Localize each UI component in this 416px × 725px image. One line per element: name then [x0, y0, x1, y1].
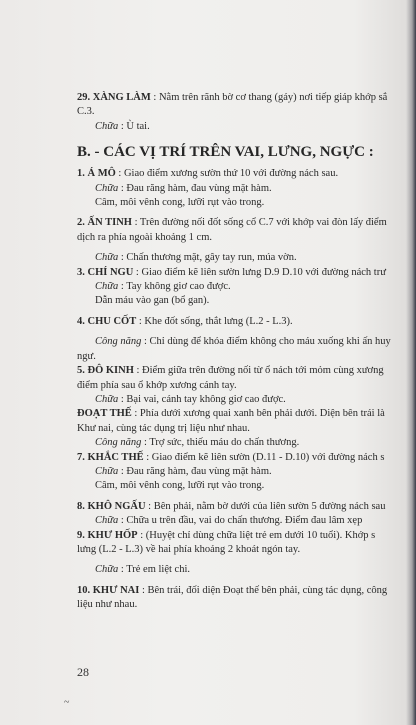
entry-8-title: 8. KHÔ NGẤU : Bên phải, nằm bờ dưới của liên sườn 5 đường nách sau [77, 500, 386, 512]
entry-5-treat: Chữa : Bại vai, cánh tay không giơ cao được. [95, 393, 286, 405]
entry-3-treat: Chữa : Tay không giơ cao được. [95, 281, 231, 293]
page-edge-shadow [406, 0, 416, 725]
entry-2-cont: dịch ra phía ngoài khoảng 1 cm. [77, 231, 213, 243]
entry-1-treat-cont: Câm, môi vênh cong, lưỡi rụt vào trong. [95, 197, 265, 209]
entry-9-treat: Chữa : Trẻ em liệt chi. [95, 564, 190, 576]
entry-2-title: 2. ẤN TINH : Trên đường nối đốt sống cổ C.7 với khớp vai đòn lấy điểm [77, 217, 387, 229]
entry-7-treat: Chữa : Đau răng hàm, đau vùng mặt hàm. [95, 465, 272, 477]
section-heading: B. - CÁC VỊ TRÍ TRÊN VAI, LƯNG, NGỰC : [77, 144, 374, 161]
entry-8-treat: Chữa : Chữa u trên đầu, vai do chấn thương. Điểm đau lâm xẹp [95, 515, 363, 527]
entry-5-cont: điểm phía sau ổ khớp xương cánh tay. [77, 379, 237, 391]
entry-9-cont: lưng (L.2 - L.3) về hai phía khoảng 2 khoát ngón tay. [77, 543, 301, 555]
entry-2-treat: Chữa : Chấn thương mặt, gây tay run, múa vờn. [95, 252, 297, 264]
page-number: 28 [77, 665, 89, 679]
entry-1-treat: Chữa : Đau răng hàm, đau vùng mặt hàm. [95, 182, 272, 194]
entry-9-title: 9. KHƯ HỐP : (Huyệt chỉ dùng chữa liệt trẻ em dưới 10 tuổi). Khớp s [77, 529, 376, 541]
entry-3-treat-cont: Dẫn máu vào gan (bổ gan). [95, 295, 210, 307]
entry-4-function-cont: ngư. [77, 350, 96, 362]
entry-29-cont: C.3. [77, 106, 95, 118]
bottom-mark: ~ [64, 697, 70, 708]
entry-7-treat-cont: Câm, môi vênh cong, lưỡi rụt vào trong. [95, 480, 265, 492]
entry-10-title: 10. KHƯ NAI : Bên trái, đối diện Đoạt thế bên phải, cùng tác dụng, công [77, 584, 388, 596]
entry-4-title: 4. CHU CỐT : Khe đốt sống, thắt lưng (L.2 - L.3). [77, 315, 293, 327]
entry-6-cont: Khư nai, cùng tác dụng trị liệu như nhau. [77, 422, 250, 434]
entry-6-title: ĐOẠT THẾ : Phía dưới xương quai xanh bên phải dưới. Diện bên trái là [77, 408, 385, 420]
page-content [77, 91, 416, 613]
entry-6-function: Công năng : Trợ sức, thiếu máu do chấn thương. [95, 437, 300, 449]
entry-29-title: 29. XÀNG LÀM : Nằm trên rãnh bờ cơ thang (gáy) nơi tiếp giáp khớp sắ [77, 92, 388, 103]
entry-5-title: 5. ĐÔ KINH : Điểm giữa trên đường nối từ ổ nách tới mỏm cùng xương [77, 365, 384, 377]
entry-10-cont: liệu như nhau. [77, 599, 138, 611]
entry-3-title: 3. CHÍ NGU : Giao điểm kẽ liên sườn lưng D.9 D.10 với đường nách trư [77, 266, 386, 278]
entry-1-title: 1. Á MÔ : Giao điểm xương sườn thứ 10 với đường nách sau. [77, 168, 339, 180]
entry-4-function: Công năng : Chỉ dùng để khóa điểm không cho máu xuống khi ấn huy [95, 336, 391, 348]
entry-29-treat: Chữa : Ù tai. [95, 120, 150, 132]
entry-7-title: 7. KHẮC THẾ : Giao điểm kẽ liên sườn (D.11 - D.10) với đường nách s [77, 451, 385, 463]
